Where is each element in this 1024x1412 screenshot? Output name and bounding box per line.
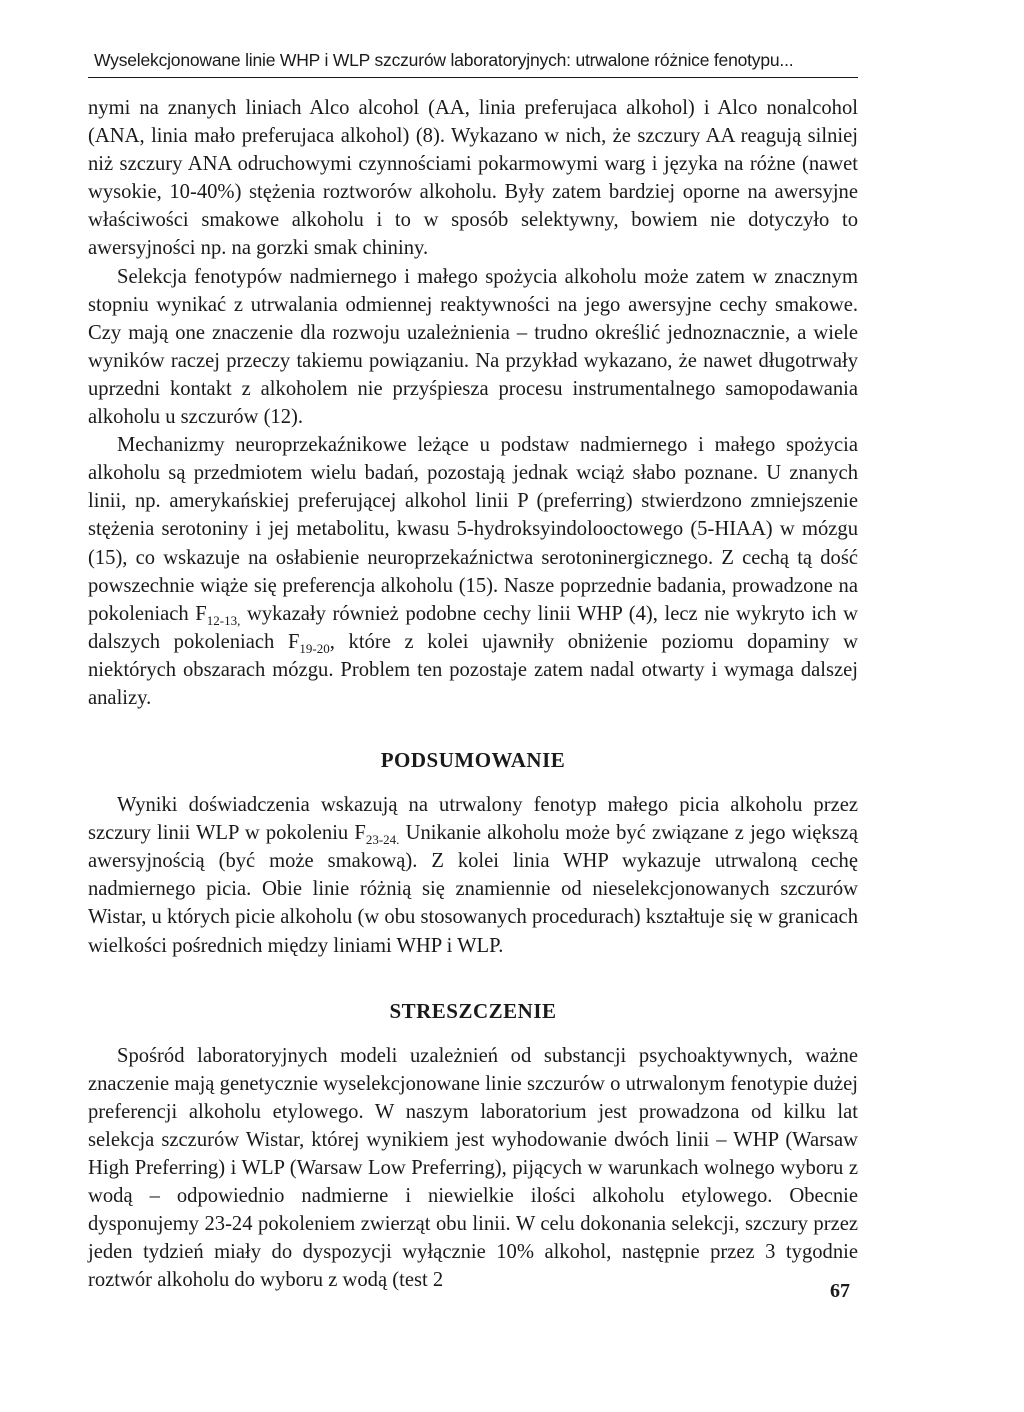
heading-streszczenie: STRESZCZENIE: [389, 998, 557, 1023]
running-head: Wyselekcjonowane linie WHP i WLP szczurów laboratoryjnych: utrwalone różnice fenotypu...: [88, 50, 858, 78]
page-number: 67: [830, 1280, 850, 1302]
subscript-generation: 19-20: [299, 640, 330, 656]
paragraph-neurotransmitter-mechanisms: [88, 431, 858, 712]
heading-podsumowanie: PODSUMOWANIE: [380, 748, 566, 773]
paragraph-summary: [88, 791, 858, 960]
text-segment: Wyniki doświadczenia wskazują na utrwalony fenotyp małego picia alkoholu przez szczury linii WLP w pokoleniu F: [88, 794, 858, 845]
text-segment: , które z kolei ujawniły obniżenie poziomu dopaminy w niektórych obszarach mózgu. Problem ten pozostaje zatem nadal otwarty i wymaga dalszej analizy.: [88, 630, 858, 709]
text-segment: Mechanizmy neuroprzekaźnikowe leżące u podstaw nadmiernego i małego spożycia alkoholu są przedmiotem wielu badań, pozostają jednak wciąż słabo poznane. U znanych linii, np. amerykańskiej preferującej alkohol linii P (preferring) stwierdzono zmniejszenie stężenia serotoniny i jej metabolitu, kwasu 5-hydroksyindolooctowego (5-HIAA) w mózgu (15), co wskazuje na osłabienie neuroprzekaźnictwa serotoninergicznego. Z cechą tą dość powszechnie wiąże się preferencja alkoholu (15). Nasze poprzednie badania, prowadzone na pokoleniach F: [88, 434, 858, 625]
text-segment: wykazały również podobne cechy linii WHP (4), lecz nie wykryto ich w dalszych pokoleniach F: [88, 602, 858, 653]
paragraph-continuation: nymi na znanych liniach Alco alcohol (AA, linia preferujaca alkohol) i Alco nonalcohol (ANA, linia mało preferujaca alkohol) (8). Wykazano w nich, że szczury AA reagują silniej niż szczury ANA odruchowymi czynnościami pokarmowymi warg i języka na różne (nawet wysokie, 10-40%) stężenia roztworów alkoholu. Były zatem bardziej oporne na awersyjne właściwości smakowe alkoholu i to w sposób selektywny, bowiem nie dotyczyło to awersyjności np. na gorzki smak chininy.: [88, 97, 858, 260]
text-segment: Unikanie alkoholu może być związane z jego większą awersyjnością (być może smakową). Z kolei linia WHP wykazuje utrwaloną cechę nadmiernego picia. Obie linie różnią się znamiennie od nieselekcjonowanych szczurów Wistar, u których picie alkoholu (w obu stosowanych procedurach) kształtuje się w granicach wielkości pośrednich między liniami WHP i WLP.: [88, 822, 858, 957]
subscript-generation: 12-13,: [206, 612, 241, 628]
subscript-generation: 23-24.: [365, 832, 400, 848]
page-body: [88, 50, 858, 1294]
paragraph-selection-phenotypes: Selekcja fenotypów nadmiernego i małego spożycia alkoholu może zatem w znacznym stopniu wynikać z utrwalania odmiennej reaktywności na jego awersyjne cechy smakowe. Czy mają one znaczenie dla rozwoju uzależnienia – trudno określić jednoznacznie, a wiele wyników raczej przeczy takiemu powiązaniu. Na przykład wykazano, że nawet długotrwały uprzedni kontakt z alkoholem nie przyśpiesza procesu instrumentalnego samopodawania alkoholu u szczurów (12).: [88, 265, 858, 429]
paragraph-abstract: Spośród laboratoryjnych modeli uzależnień od substancji psychoaktywnych, ważne znaczenie mają genetycznie wyselekcjonowane linie szczurów o utrwalonym fenotypie dużej preferencji alkoholu etylowego. W naszym laboratorium jest prowadzona od kilku lat selekcja szczurów Wistar, której wynikiem jest wyhodowanie dwóch linii – WHP (Warsaw High Preferring) i WLP (Warsaw Low Preferring), pijących w warunkach wolnego wyboru z wodą – odpowiednio nadmierne i niewielkie ilości alkoholu etylowego. Obecnie dysponujemy 23-24 pokoleniem zwierząt obu linii. W celu dokonania selekcji, szczury przez jeden tydzień miały do dyspozycji wyłącznie 10% alkohol, następnie przez 3 tygodnie roztwór alkoholu do wyboru z wodą (test 2: [88, 1044, 858, 1292]
